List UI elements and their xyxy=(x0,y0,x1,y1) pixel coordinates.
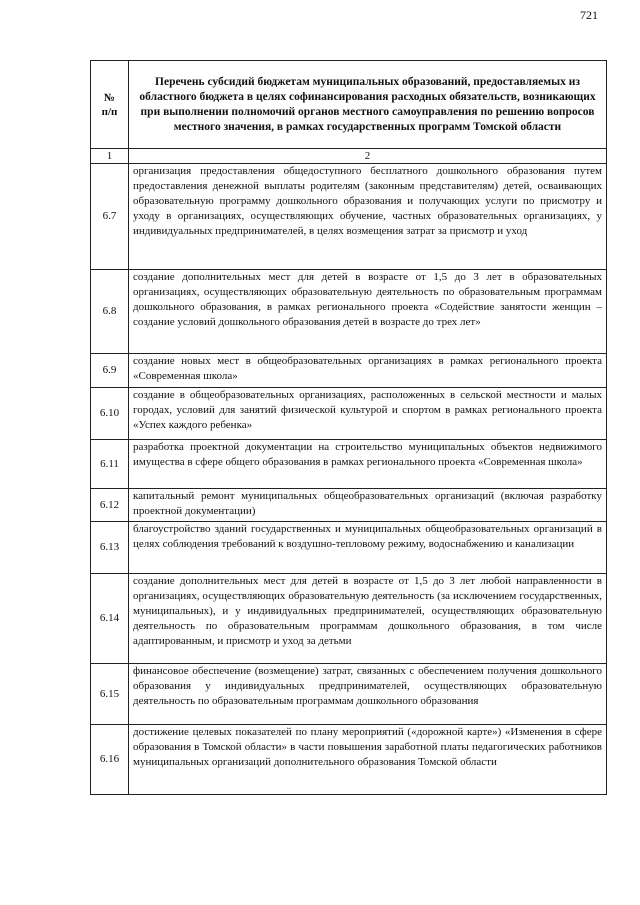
table-header-row xyxy=(91,61,607,149)
table-row xyxy=(91,164,607,270)
row-description: создание новых мест в общеобразовательных организациях в рамках регионального проекта «Современная школа» xyxy=(129,354,607,388)
row-number: 6.15 xyxy=(91,664,129,725)
table-row xyxy=(91,489,607,522)
table-row xyxy=(91,574,607,664)
page-number: 721 xyxy=(580,8,598,22)
row-description: создание дополнительных мест для детей в возрасте от 1,5 до 3 лет любой направленности в организациях, осуществляющих образовательную деятельность (за исключением государственных, муниципальных), и у индивидуальных предпринимателей, осуществляющих образовательную деятельность по образовательным программам дошкольного образования, в том числе адаптированным, и присмотр и уход за детьми xyxy=(129,574,607,664)
row-number: 6.8 xyxy=(91,270,129,354)
row-number: 6.7 xyxy=(91,164,129,270)
column-number-row xyxy=(91,149,607,164)
subsidy-table xyxy=(90,60,607,795)
table-row xyxy=(91,388,607,440)
table-row xyxy=(91,270,607,354)
row-description: капитальный ремонт муниципальных общеобразовательных организаций (включая разработку проектной документации) xyxy=(129,489,607,522)
row-number: 6.11 xyxy=(91,440,129,489)
row-description: разработка проектной документации на строительство муниципальных объектов недвижимого имущества в сфере общего образования в рамках регионального проекта «Современная школа» xyxy=(129,440,607,489)
row-number: 6.10 xyxy=(91,388,129,440)
table-row xyxy=(91,354,607,388)
table-row xyxy=(91,522,607,574)
table-row xyxy=(91,725,607,795)
row-description: организация предоставления общедоступного бесплатного дошкольного образования путем предоставления денежной выплаты родителям (законным представителям) детей, осваивающих образовательную программу дошкольного образования и получающих услуги по присмотру и уходу в организациях, осуществляющих обучение, частных образовательных организациях, у индивидуальных предпринимателей, в целях возмещения затрат за присмотр и уход xyxy=(129,164,607,270)
row-number: 6.13 xyxy=(91,522,129,574)
column-number: 2 xyxy=(129,149,607,164)
row-description: создание в общеобразовательных организациях, расположенных в сельской местности и малых городах, условий для занятий физической культурой и спортом в рамках регионального проекта «Успех каждого ребенка» xyxy=(129,388,607,440)
column-number: 1 xyxy=(91,149,129,164)
row-number: 6.12 xyxy=(91,489,129,522)
row-description: достижение целевых показателей по плану мероприятий («дорожной карте») «Изменения в сфере образования в Томской области» в части повышения заработной платы педагогических работников муниципальных организаций дополнительного образования Томской области xyxy=(129,725,607,795)
row-description: создание дополнительных мест для детей в возрасте от 1,5 до 3 лет в образовательных организациях, осуществляющих образовательную деятельность по образовательным программам дошкольного образования, в рамках регионального проекта «Содействие занятости женщин – создание условий дошкольного образования детей в возрасте до трех лет» xyxy=(129,270,607,354)
table-title: Перечень субсидий бюджетам муниципальных образований, предоставляемых из областного бюджета в целях софинансирования расходных обязательств, возникающих при выполнении полномочий органов местного самоуправления по решению вопросов местного значения, в рамках государственных программ Томской области xyxy=(129,61,607,149)
header-number-label: № п/п xyxy=(91,61,129,149)
row-number: 6.14 xyxy=(91,574,129,664)
table-row xyxy=(91,440,607,489)
row-description: финансовое обеспечение (возмещение) затрат, связанных с обеспечением получения дошкольного образования у индивидуальных предпринимателей, осуществляющих образовательную деятельность по образовательным программам дошкольного образования xyxy=(129,664,607,725)
row-description: благоустройство зданий государственных и муниципальных общеобразовательных организаций в целях соблюдения требований к воздушно-тепловому режиму, водоснабжению и канализации xyxy=(129,522,607,574)
table-row xyxy=(91,664,607,725)
row-number: 6.16 xyxy=(91,725,129,795)
row-number: 6.9 xyxy=(91,354,129,388)
